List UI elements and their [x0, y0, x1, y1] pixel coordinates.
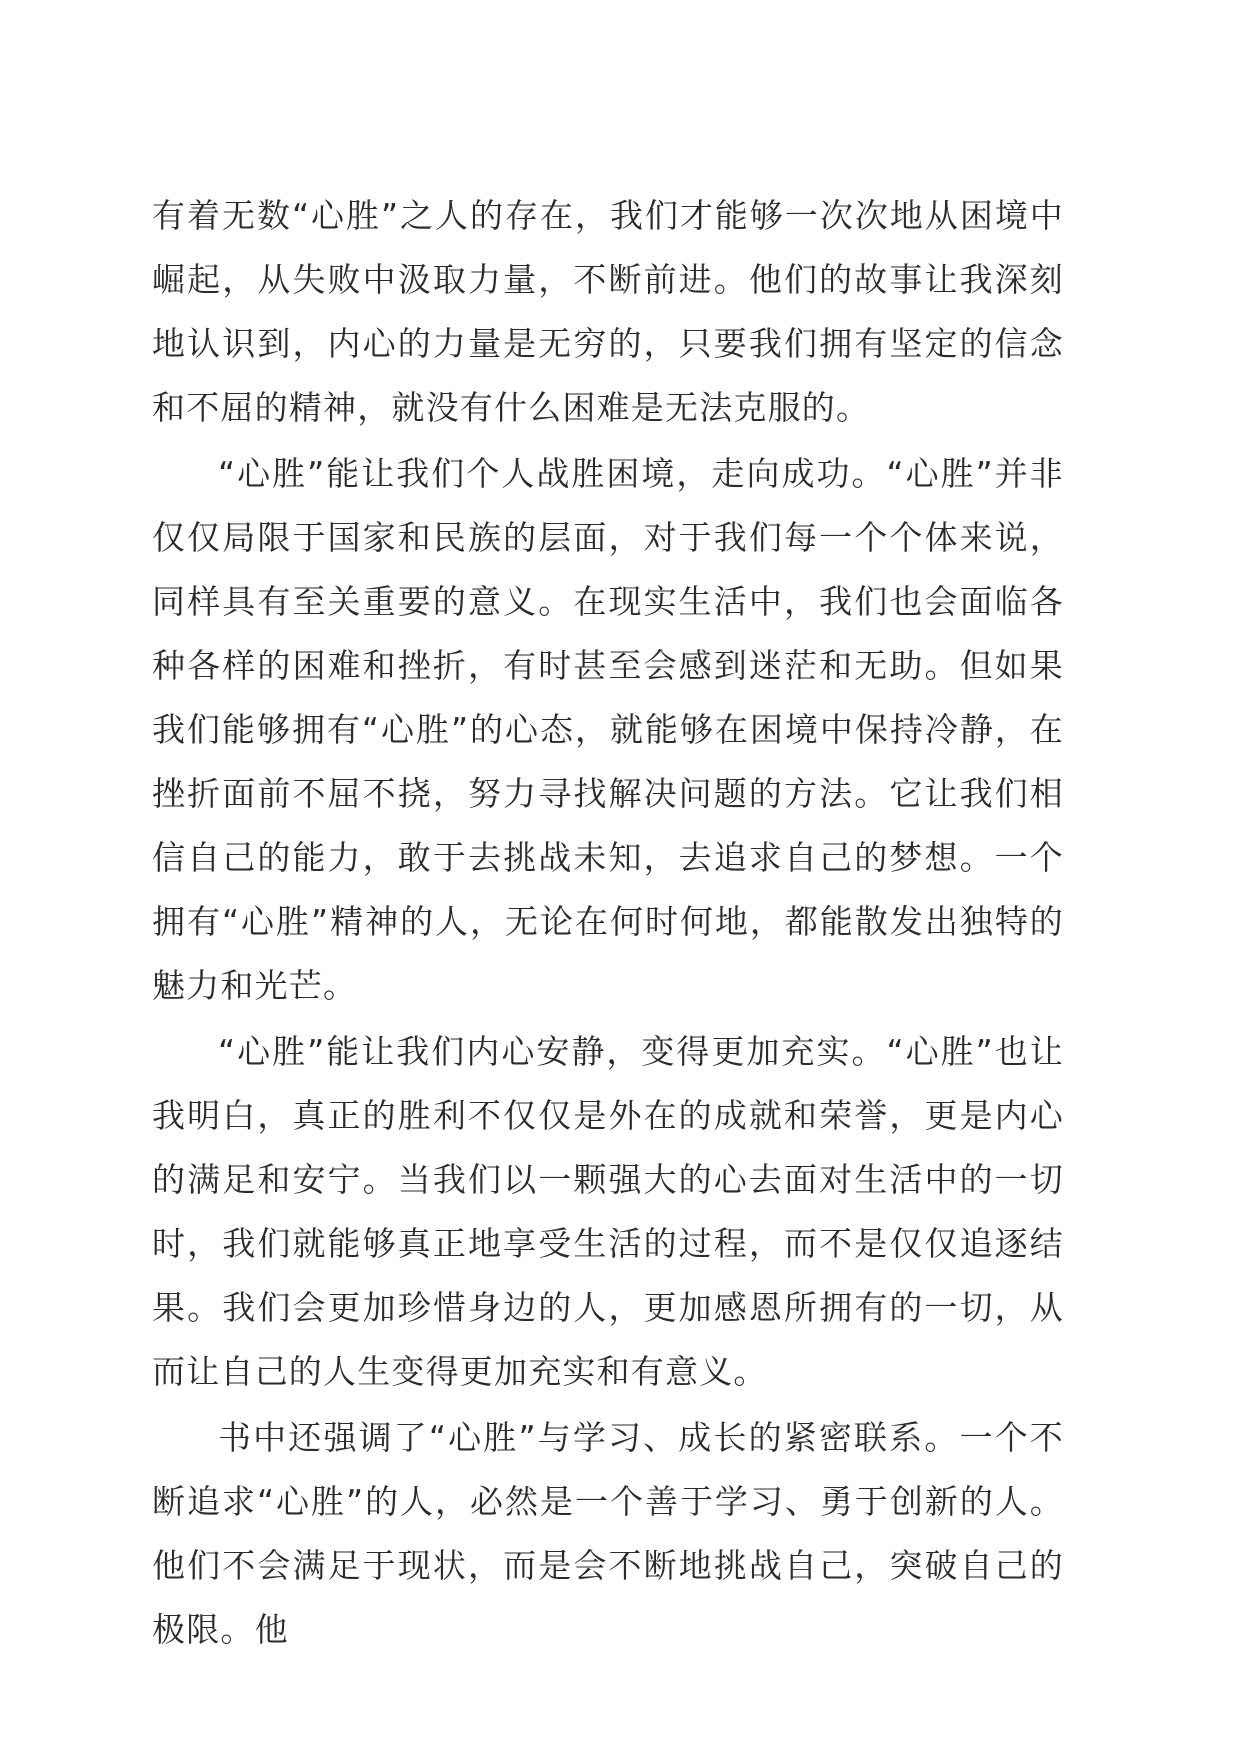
document-body — [152, 184, 1064, 1662]
paragraph-1: 有着无数“心胜”之人的存在，我们才能够一次次地从困境中崛起，从失败中汲取力量，不断前进。他们的故事让我深刻地认识到，内心的力量是无穷的，只要我们拥有坚定的信念和不屈的精神，就没有什么困难是无法克服的。 — [152, 196, 1064, 427]
paragraph-3: “心胜”能让我们内心安静，变得更加充实。“心胜”也让我明白，真正的胜利不仅仅是外在的成就和荣誉，更是内心的满足和安宁。当我们以一颗强大的心去面对生活中的一切时，我们就能够真正地享受生活的过程，而不是仅仅追逐结果。我们会更加珍惜身边的人，更加感恩所拥有的一切，从而让自己的人生变得更加充实和有意义。 — [152, 1032, 1064, 1391]
paragraph-2: “心胜”能让我们个人战胜困境，走向成功。“心胜”并非仅仅局限于国家和民族的层面，对于我们每一个个体来说，同样具有至关重要的意义。在现实生活中，我们也会面临各种各样的困难和挫折，有时甚至会感到迷茫和无助。但如果我们能够拥有“心胜”的心态，就能够在困境中保持冷静，在挫折面前不屈不挠，努力寻找解决问题的方法。它让我们相信自己的能力，敢于去挑战未知，去追求自己的梦想。一个拥有“心胜”精神的人，无论在何时何地，都能散发出独特的魅力和光芒。 — [152, 454, 1064, 1005]
paragraph-4: 书中还强调了“心胜”与学习、成长的紧密联系。一个不断追求“心胜”的人，必然是一个善于学习、勇于创新的人。他们不会满足于现状，而是会不断地挑战自己，突破自己的极限。他 — [152, 1418, 1064, 1649]
